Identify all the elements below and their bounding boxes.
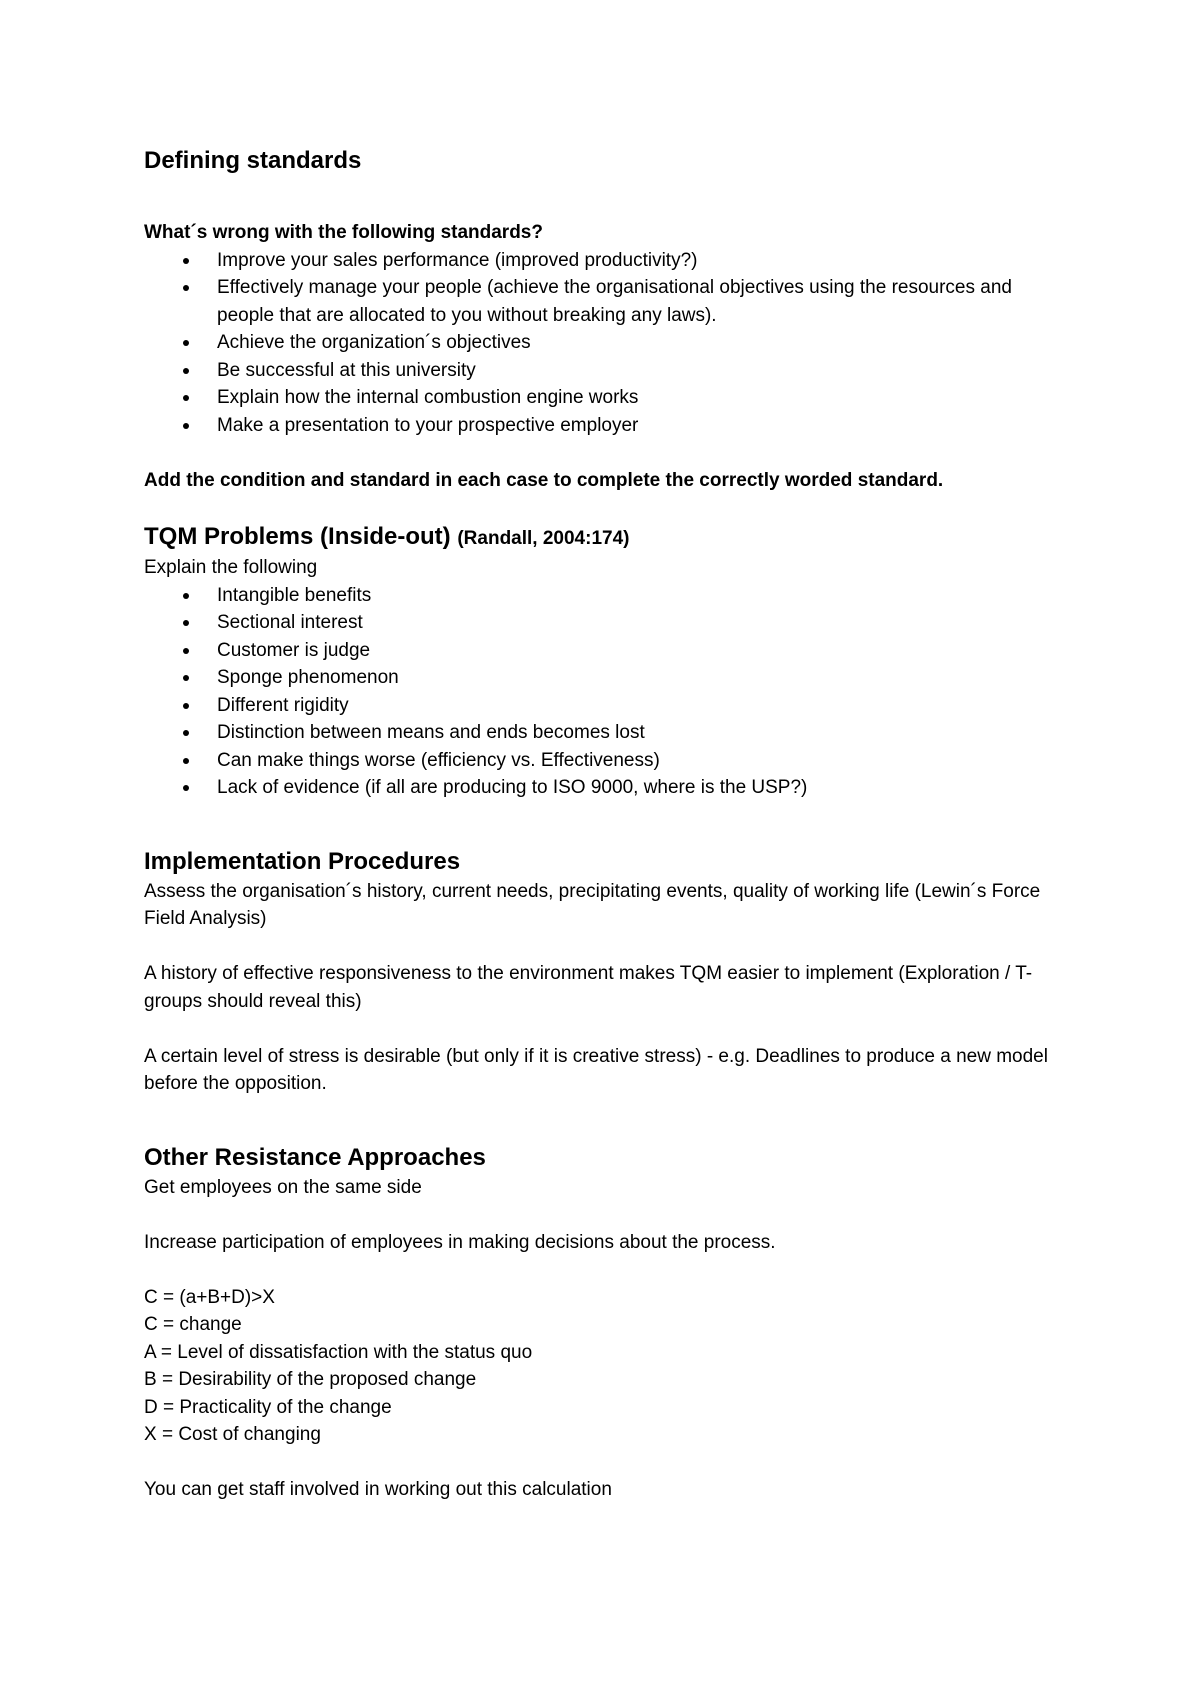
list-item: Be successful at this university	[144, 357, 1064, 385]
bullet-icon	[183, 730, 189, 736]
document-content	[144, 145, 1064, 1504]
bullet-icon	[183, 340, 189, 346]
implementation-paragraph: A history of effective responsiveness to the environment makes TQM easier to implement (Exploration / T-groups should reveal this)	[144, 963, 1033, 1012]
list-item: Can make things worse (efficiency vs. Effectiveness)	[144, 747, 1064, 775]
heading-implementation-procedures: Implementation Procedures	[144, 847, 461, 875]
heading-other-resistance-approaches: Other Resistance Approaches	[144, 1143, 486, 1171]
bullet-icon	[183, 368, 189, 374]
list-item: Different rigidity	[144, 692, 1064, 720]
list-item: Sectional interest	[144, 609, 1064, 637]
list-item: Customer is judge	[144, 637, 1064, 665]
tqm-bullet-list	[144, 582, 1064, 802]
defining-bullet-list	[144, 247, 1064, 440]
list-item: Improve your sales performance (improved productivity?)	[144, 247, 1064, 275]
formula-line: A = Level of dissatisfaction with the status quo	[144, 1341, 533, 1363]
resistance-line: Increase participation of employees in making decisions about the process.	[144, 1231, 776, 1253]
list-item: Lack of evidence (if all are producing to ISO 9000, where is the USP?)	[144, 774, 1064, 802]
list-item: Effectively manage your people (achieve the organisational objectives using the resources and people that are allocated to you without breaking any laws).	[144, 274, 1064, 329]
list-item: Explain how the internal combustion engine works	[144, 384, 1064, 412]
bullet-icon	[183, 395, 189, 401]
bullet-icon	[183, 785, 189, 791]
formula-line: C = (a+B+D)>X	[144, 1286, 275, 1308]
list-item: Achieve the organization´s objectives	[144, 329, 1064, 357]
list-item: Distinction between means and ends becomes lost	[144, 719, 1064, 747]
resistance-closing: You can get staff involved in working out this calculation	[144, 1479, 612, 1500]
tqm-intro: Explain the following	[144, 557, 318, 578]
bullet-icon	[183, 258, 189, 264]
tqm-title: TQM Problems (Inside-out)	[144, 523, 451, 550]
resistance-line: Get employees on the same side	[144, 1176, 422, 1198]
bullet-icon	[183, 620, 189, 626]
formula-line: C = change	[144, 1314, 242, 1335]
list-item: Make a presentation to your prospective employer	[144, 412, 1064, 440]
defining-question: What´s wrong with the following standards?	[144, 222, 543, 243]
bullet-icon	[183, 675, 189, 681]
bullet-icon	[183, 423, 189, 429]
heading-tqm-problems	[144, 522, 1064, 554]
tqm-citation: (Randall, 2004:174)	[457, 528, 630, 549]
formula-line: X = Cost of changing	[144, 1424, 321, 1445]
implementation-paragraph: A certain level of stress is desirable (but only if it is creative stress) - e.g. Deadlines to produce a new model before the opposition.	[144, 1045, 1048, 1094]
formula-line: B = Desirability of the proposed change	[144, 1369, 477, 1390]
bullet-icon	[183, 758, 189, 764]
list-item: Sponge phenomenon	[144, 664, 1064, 692]
bullet-icon	[183, 593, 189, 599]
defining-instruction: Add the condition and standard in each case to complete the correctly worded standard.	[144, 469, 944, 491]
list-item: Intangible benefits	[144, 582, 1064, 610]
heading-defining-standards: Defining standards	[144, 147, 362, 174]
formula-line: D = Practicality of the change	[144, 1396, 392, 1418]
bullet-icon	[183, 703, 189, 709]
implementation-paragraph: Assess the organisation´s history, current needs, precipitating events, quality of working life (Lewin´s Force Field Analysis)	[144, 880, 1041, 929]
bullet-icon	[183, 648, 189, 654]
bullet-icon	[183, 285, 189, 291]
